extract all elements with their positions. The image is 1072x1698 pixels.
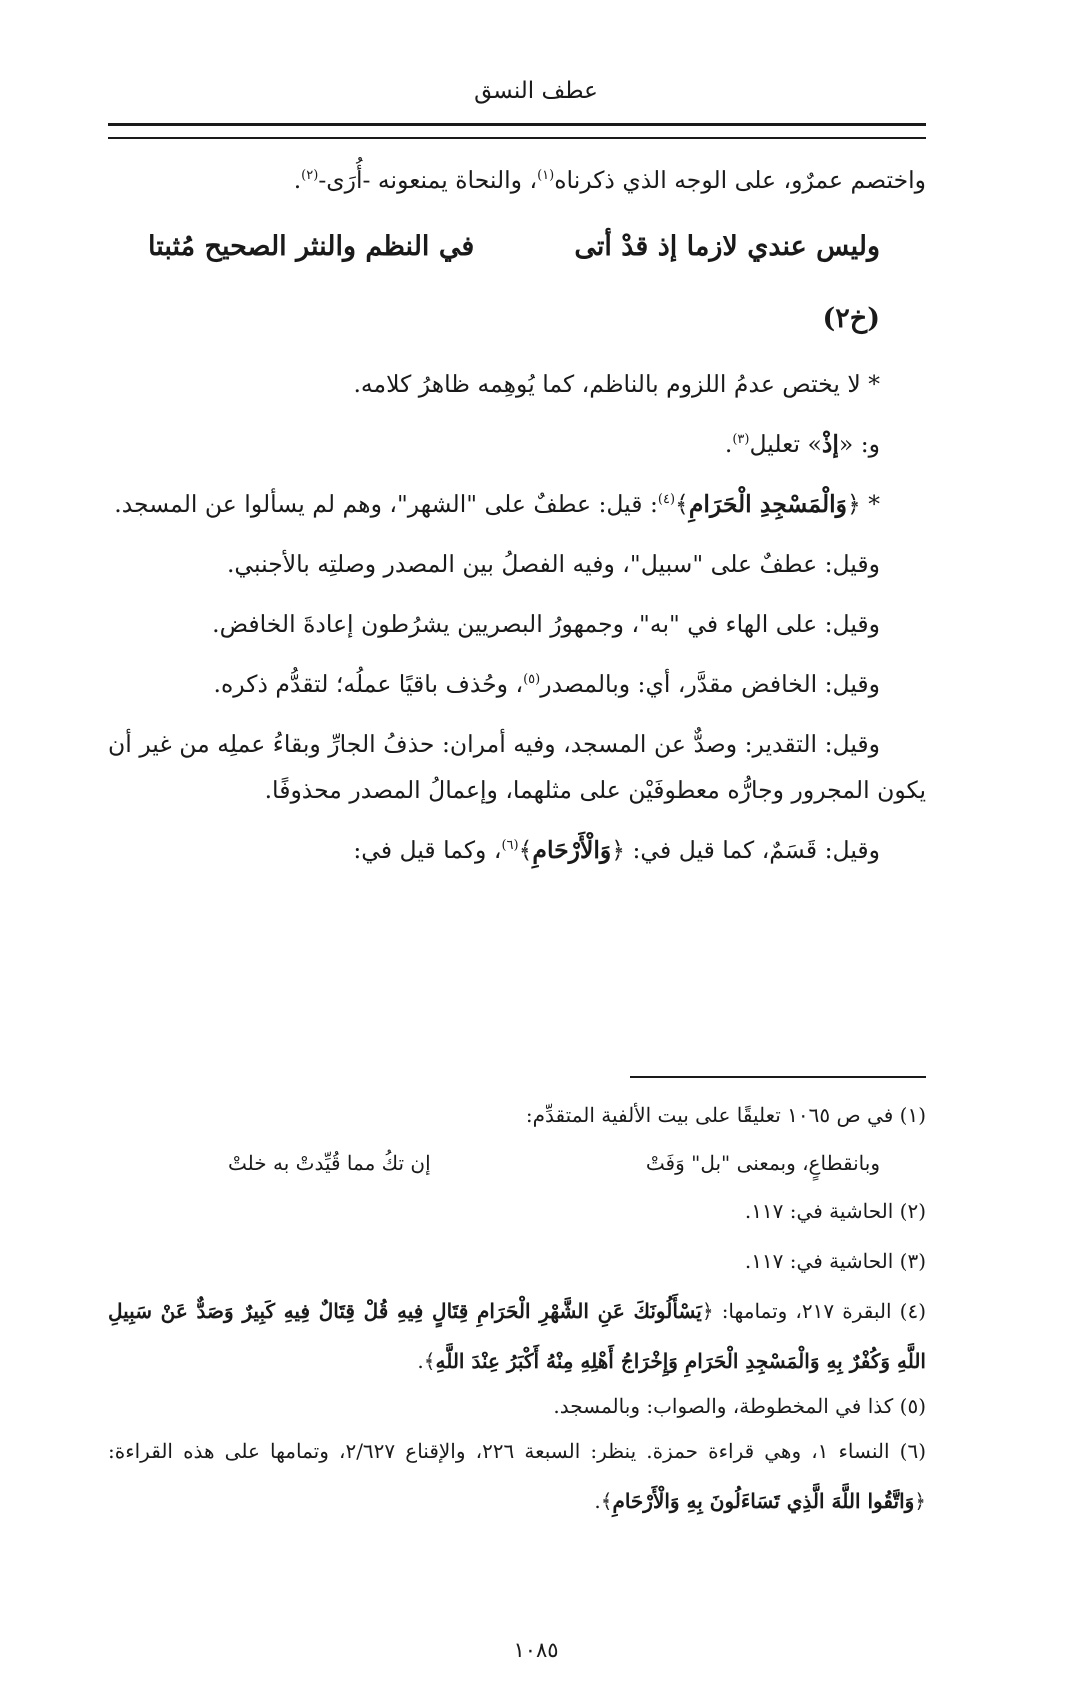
paragraph-9: وقيل: قَسَمٌ، كما قيل في: ﴿وَالْأَرْحَامِ﴾$^{(٦)}$، وكما قيل في: [353,836,880,864]
paragraph-6: وقيل: على الهاء في "به"، وجمهورُ البصريين يشرُطون إعادةَ الخافض. [212,610,880,638]
footnote-ref-6[interactable]: (٦) [501,838,519,854]
header-rule-thin [108,137,926,139]
quran-quote: يَسْأَلُونَكَ عَنِ الشَّهْرِ الْحَرَامِ قِتَالٍ فِيهِ قُلْ قِتَالٌ فِيهِ كَبِيرٌ وَصَدٌّ عَنْ سَبِيلِ اللَّهِ وَكُفْرٌ بِهِ وَالْمَسْجِدِ الْحَرَامِ وَإِخْرَاجُ أَهْلِهِ مِنْهُ أَكْبَرُ عِنْدَ اللَّهِ [108,1299,926,1373]
footnote-6: (٦) النساء ١، وهي قراءة حمزة. ينظر: السبعة ٢٢٦، والإقناع ٢/٦٢٧، وتمامها على هذه القراءة: ﴿وَاتَّقُوا اللَّهَ الَّذِي تَسَاءَلُونَ بِهِ وَالْأَرْحَامِ﴾. [108,1439,926,1513]
verse-second-hemistich: في النظم والنثر الصحيح مُثبتا [148,231,475,262]
verse-first-hemistich: وليس عندي لازما إذ قدْ أتى [574,231,880,262]
page-number: ١٠٨٥ [513,1638,559,1662]
footnote-1: (١) في ص ١٠٦٥ تعليقًا على بيت الألفية المتقدِّم: [525,1103,926,1127]
header-rule-thick [108,123,926,126]
quran-quote: وَالْمَسْجِدِ الْحَرَامِ [688,490,847,518]
quran-quote: وَالْأَرْحَامِ [532,836,612,864]
poem-verse [148,210,880,284]
footnotes [108,1090,926,1526]
footnote-ref-2[interactable]: (٢) [301,168,319,184]
footnote-separator [630,1076,926,1078]
paragraph-4: * ﴿وَالْمَسْجِدِ الْحَرَامِ﴾$^{(٤)}$: قيل: عطفٌ على "الشهر"، وهم لم يسألوا عن المسجد. [114,490,880,518]
main-text [108,150,926,880]
footnote-ref-1[interactable]: (١) [537,168,555,184]
quran-quote: وَاتَّقُوا اللَّهَ الَّذِي تَسَاءَلُونَ بِهِ وَالْأَرْحَامِ [612,1489,915,1513]
paragraph-5: وقيل: عطفٌ على "سبيل"، وفيه الفصلُ بين المصدر وصلتِه بالأجنبي. [226,550,880,578]
paragraph-1: واختصم عمرٌو، على الوجه الذي ذكرناه$^{(١)}$، والنحاة يمنعونه -أُرَى-$^{(٢)}$. [293,166,926,194]
footnote-3: (٣) الحاشية في: ١١٧. [744,1249,926,1273]
footnote-2: (٢) الحاشية في: ١١٧. [744,1199,926,1223]
verse-reference: (خ٢) [822,303,880,334]
running-title: عطف النسق [474,78,598,104]
keyword-idh: إذْ [821,430,839,458]
paragraph-8: وقيل: التقدير: وصدٌّ عن المسجد، وفيه أمران: حذفُ الجارِّ وبقاءُ عملِه من غير أن يكون المجرور وجارُّه معطوفَيْن على مثلهما، وإعمالُ المصدر محذوفًا. [108,730,926,804]
footnote-ref-5[interactable]: (٥) [523,672,541,688]
footnote-1-verse: وبانقطاعٍ، وبمعنى "بل" وَفَتْ إن تكُ مما قُيِّدتْ به خلتْ [228,1151,880,1175]
footnote-5: (٥) كذا في المخطوطة، والصواب: وبالمسجد. [553,1394,926,1418]
footnote-4: (٤) البقرة ٢١٧، وتمامها: ﴿يَسْأَلُونَكَ عَنِ الشَّهْرِ الْحَرَامِ قِتَالٍ فِيهِ قُلْ قِتَالٌ فِيهِ كَبِيرٌ وَصَدٌّ عَنْ سَبِيلِ اللَّهِ وَكُفْرٌ بِهِ وَالْمَسْجِدِ الْحَرَامِ وَإِخْرَاجُ أَهْلِهِ مِنْهُ أَكْبَرُ عِنْدَ اللَّهِ﴾. [108,1299,926,1373]
paragraph-7: وقيل: الخافض مقدَّر، أي: وبالمصدر$^{(٥)}$، وحُذف باقيًا عملُه؛ لتقدُّم ذكره. [213,670,880,698]
footnote-ref-3[interactable]: (٣) [732,432,750,448]
paragraph-3: و: «إذْ» تعليل$^{(٣)}$. [724,430,880,458]
footnote-ref-4[interactable]: (٤) [657,492,676,508]
paragraph-2: * لا يختص عدمُ اللزوم بالناظم، كما يُوهِمه ظاهرُ كلامه. [353,370,880,398]
